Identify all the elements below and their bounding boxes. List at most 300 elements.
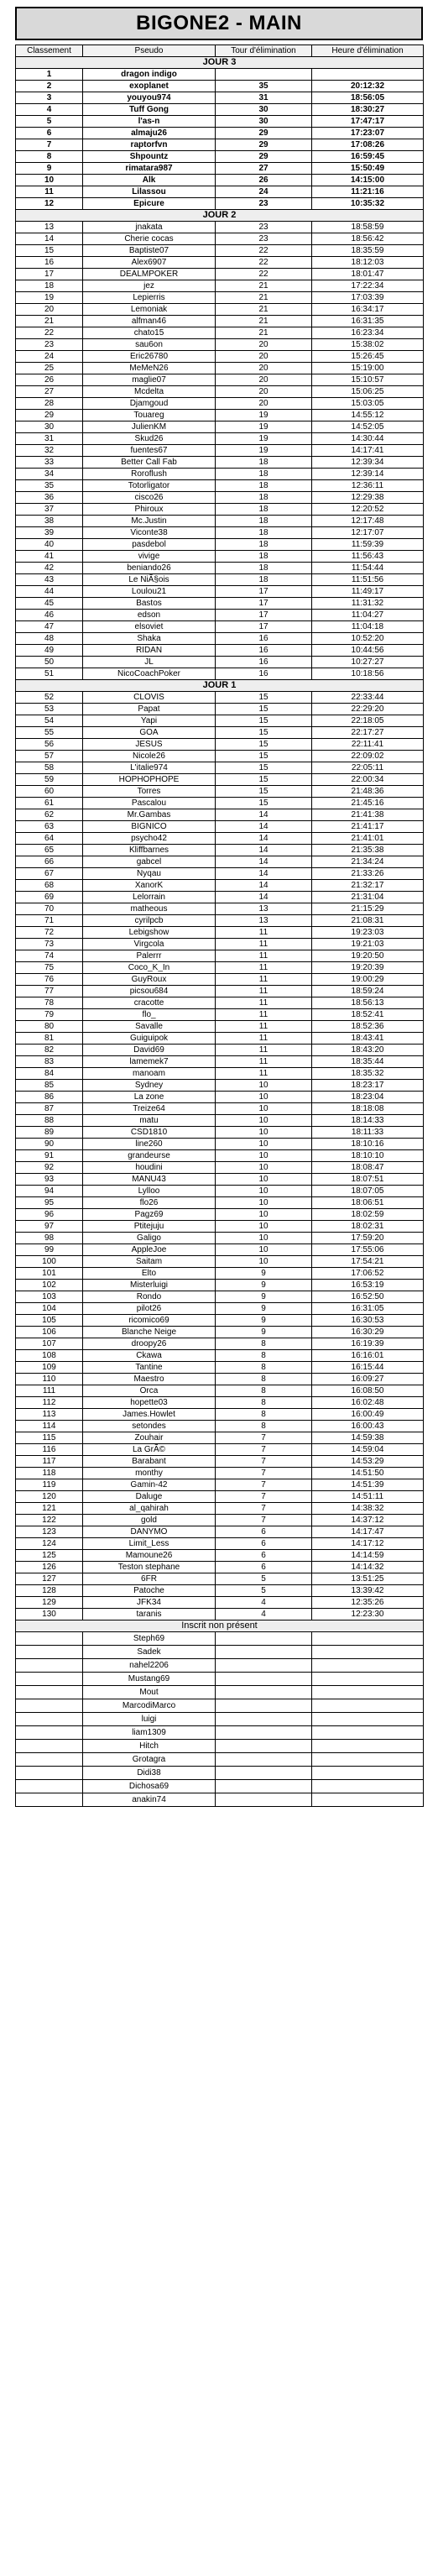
- tour-cell: 14: [216, 845, 312, 856]
- tour-cell: 7: [216, 1444, 312, 1456]
- tour-cell: 8: [216, 1362, 312, 1374]
- absent-row: [16, 1740, 424, 1753]
- table-row: [16, 892, 424, 903]
- table-row: [16, 1174, 424, 1186]
- tour-cell: 31: [216, 92, 312, 104]
- pseudo-cell: Elto: [83, 1268, 216, 1280]
- rank-cell: 88: [16, 1115, 83, 1127]
- page-title: BIGONE2 - MAIN: [15, 7, 423, 40]
- heure-cell: 13:51:25: [312, 1573, 424, 1585]
- heure-cell: 11:31:32: [312, 598, 424, 610]
- tour-cell: [216, 1740, 312, 1753]
- heure-cell: 12:36:11: [312, 480, 424, 492]
- pseudo-cell: James.Howlet: [83, 1409, 216, 1421]
- heure-cell: [312, 69, 424, 81]
- table-row: [16, 1209, 424, 1221]
- table-row: [16, 1468, 424, 1479]
- heure-cell: 14:14:32: [312, 1562, 424, 1573]
- table-row: [16, 1503, 424, 1515]
- tour-cell: 11: [216, 1045, 312, 1056]
- pseudo-cell: MeMeN26: [83, 363, 216, 374]
- section-header: [16, 680, 424, 692]
- table-row: [16, 1385, 424, 1397]
- tour-cell: 20: [216, 351, 312, 363]
- rank-cell: 64: [16, 833, 83, 845]
- pseudo-cell: Ckawa: [83, 1350, 216, 1362]
- tour-cell: 11: [216, 997, 312, 1009]
- pseudo-cell: grandeurse: [83, 1150, 216, 1162]
- heure-cell: 18:52:41: [312, 1009, 424, 1021]
- heure-cell: 14:55:12: [312, 410, 424, 421]
- pseudo-cell: Nicole26: [83, 751, 216, 762]
- absent-label: Inscrit non présent: [16, 1620, 424, 1632]
- tour-cell: 10: [216, 1115, 312, 1127]
- heure-cell: 11:04:18: [312, 621, 424, 633]
- pseudo-cell: Le NiÃ§ois: [83, 574, 216, 586]
- rank-cell: 94: [16, 1186, 83, 1197]
- heure-cell: 10:35:32: [312, 198, 424, 210]
- pseudo-cell: beniando26: [83, 563, 216, 574]
- heure-cell: 14:53:29: [312, 1456, 424, 1468]
- rank-cell: 105: [16, 1315, 83, 1327]
- table-row: [16, 868, 424, 880]
- absent-row: [16, 1673, 424, 1686]
- table-row: [16, 563, 424, 574]
- pseudo-cell: Papat: [83, 704, 216, 715]
- pseudo-cell: Saitam: [83, 1256, 216, 1268]
- pseudo-cell: dragon indigo: [83, 69, 216, 81]
- heure-cell: [312, 1673, 424, 1686]
- rank-cell: 110: [16, 1374, 83, 1385]
- table-row: [16, 1303, 424, 1315]
- pseudo-cell: Roroflush: [83, 469, 216, 480]
- pseudo-cell: taranis: [83, 1609, 216, 1620]
- heure-cell: 16:53:19: [312, 1280, 424, 1291]
- absent-header: [16, 1620, 424, 1632]
- table-row: [16, 621, 424, 633]
- table-row: [16, 657, 424, 668]
- table-row: [16, 986, 424, 997]
- heure-cell: 18:07:05: [312, 1186, 424, 1197]
- pseudo-cell: MarcodiMarco: [83, 1699, 216, 1713]
- pseudo-cell: David69: [83, 1045, 216, 1056]
- tour-cell: 20: [216, 398, 312, 410]
- pseudo-cell: Barabant: [83, 1456, 216, 1468]
- table-row: [16, 269, 424, 280]
- rank-cell: 56: [16, 739, 83, 751]
- tour-cell: 20: [216, 386, 312, 398]
- rank-cell: 10: [16, 175, 83, 186]
- results-sheet: [15, 7, 423, 1807]
- tour-cell: 7: [216, 1479, 312, 1491]
- table-row: [16, 704, 424, 715]
- rank-cell: 30: [16, 421, 83, 433]
- rank-cell: 55: [16, 727, 83, 739]
- tour-cell: 10: [216, 1162, 312, 1174]
- heure-cell: 16:16:01: [312, 1350, 424, 1362]
- rank-cell: 122: [16, 1515, 83, 1526]
- pseudo-cell: Tuff Gong: [83, 104, 216, 116]
- pseudo-cell: HOPHOPHOPE: [83, 774, 216, 786]
- rank-cell: 98: [16, 1233, 83, 1244]
- table-row: [16, 421, 424, 433]
- pseudo-cell: l'as-n: [83, 116, 216, 128]
- pseudo-cell: gabcel: [83, 856, 216, 868]
- heure-cell: 21:32:17: [312, 880, 424, 892]
- section-header: [16, 57, 424, 69]
- heure-cell: 11:56:43: [312, 551, 424, 563]
- heure-cell: 18:30:27: [312, 104, 424, 116]
- rank-cell: 85: [16, 1080, 83, 1092]
- pseudo-cell: lamemek7: [83, 1056, 216, 1068]
- pseudo-cell: Tantine: [83, 1362, 216, 1374]
- pseudo-cell: Bastos: [83, 598, 216, 610]
- rank-cell: 21: [16, 316, 83, 327]
- heure-cell: 18:56:05: [312, 92, 424, 104]
- pseudo-cell: JulienKM: [83, 421, 216, 433]
- pseudo-cell: pasdebol: [83, 539, 216, 551]
- rank-cell: 6: [16, 128, 83, 139]
- heure-cell: 18:11:33: [312, 1127, 424, 1139]
- heure-cell: 19:23:03: [312, 927, 424, 939]
- table-row: [16, 1139, 424, 1150]
- heure-cell: 16:31:35: [312, 316, 424, 327]
- heure-cell: 12:23:30: [312, 1609, 424, 1620]
- table-row: [16, 727, 424, 739]
- pseudo-cell: chato15: [83, 327, 216, 339]
- heure-cell: 17:08:26: [312, 139, 424, 151]
- pseudo-cell: exoplanet: [83, 81, 216, 92]
- tour-cell: 24: [216, 186, 312, 198]
- heure-cell: 14:52:05: [312, 421, 424, 433]
- pseudo-cell: Teston stephane: [83, 1562, 216, 1573]
- rank-cell: 80: [16, 1021, 83, 1033]
- heure-cell: 13:39:42: [312, 1585, 424, 1597]
- pseudo-cell: raptorfvn: [83, 139, 216, 151]
- table-row: [16, 845, 424, 856]
- pseudo-cell: Alk: [83, 175, 216, 186]
- table-row: [16, 1080, 424, 1092]
- pseudo-cell: Lilassou: [83, 186, 216, 198]
- heure-cell: 19:21:03: [312, 939, 424, 950]
- table-row: [16, 1362, 424, 1374]
- tour-cell: 14: [216, 821, 312, 833]
- table-row: [16, 1021, 424, 1033]
- table-row: [16, 516, 424, 527]
- pseudo-cell: Pascalou: [83, 798, 216, 809]
- tour-cell: 9: [216, 1291, 312, 1303]
- tour-cell: 23: [216, 198, 312, 210]
- heure-cell: 20:12:32: [312, 81, 424, 92]
- rank-cell: 65: [16, 845, 83, 856]
- pseudo-cell: al_qahirah: [83, 1503, 216, 1515]
- rank-cell: 93: [16, 1174, 83, 1186]
- table-row: [16, 316, 424, 327]
- tour-cell: 8: [216, 1350, 312, 1362]
- tour-cell: 35: [216, 81, 312, 92]
- table-row: [16, 1127, 424, 1139]
- heure-cell: 16:00:49: [312, 1409, 424, 1421]
- heure-cell: 21:08:31: [312, 915, 424, 927]
- tour-cell: 30: [216, 104, 312, 116]
- heure-cell: 16:02:48: [312, 1397, 424, 1409]
- tour-cell: 21: [216, 292, 312, 304]
- table-row: [16, 1221, 424, 1233]
- rank-cell: 52: [16, 692, 83, 704]
- rank-cell: 68: [16, 880, 83, 892]
- table-row: [16, 116, 424, 128]
- rank-cell: 4: [16, 104, 83, 116]
- pseudo-cell: RIDAN: [83, 645, 216, 657]
- tour-cell: 13: [216, 903, 312, 915]
- heure-cell: 21:31:04: [312, 892, 424, 903]
- rank-cell: 130: [16, 1609, 83, 1620]
- rank-cell: [16, 1793, 83, 1807]
- rank-cell: 34: [16, 469, 83, 480]
- rank-cell: 129: [16, 1597, 83, 1609]
- rank-cell: [16, 1726, 83, 1740]
- tour-cell: 26: [216, 175, 312, 186]
- tour-cell: 10: [216, 1244, 312, 1256]
- rank-cell: 123: [16, 1526, 83, 1538]
- tour-cell: 17: [216, 621, 312, 633]
- heure-cell: 12:35:26: [312, 1597, 424, 1609]
- tour-cell: 17: [216, 598, 312, 610]
- tour-cell: 11: [216, 974, 312, 986]
- pseudo-cell: youyou974: [83, 92, 216, 104]
- rank-cell: 45: [16, 598, 83, 610]
- tour-cell: 13: [216, 915, 312, 927]
- heure-cell: [312, 1632, 424, 1646]
- pseudo-cell: Gamin-42: [83, 1479, 216, 1491]
- heure-cell: 18:59:24: [312, 986, 424, 997]
- rank-cell: 60: [16, 786, 83, 798]
- heure-cell: 18:10:16: [312, 1139, 424, 1150]
- tour-cell: 10: [216, 1221, 312, 1233]
- table-row: [16, 1515, 424, 1526]
- heure-cell: 18:52:36: [312, 1021, 424, 1033]
- heure-cell: 11:21:16: [312, 186, 424, 198]
- rank-cell: 40: [16, 539, 83, 551]
- tour-cell: 18: [216, 504, 312, 516]
- tour-cell: 15: [216, 751, 312, 762]
- rank-cell: 92: [16, 1162, 83, 1174]
- heure-cell: 16:34:17: [312, 304, 424, 316]
- heure-cell: 21:41:38: [312, 809, 424, 821]
- tour-cell: 18: [216, 551, 312, 563]
- rank-cell: 108: [16, 1350, 83, 1362]
- tour-cell: [216, 1780, 312, 1793]
- heure-cell: [312, 1780, 424, 1793]
- rank-cell: 53: [16, 704, 83, 715]
- heure-cell: 22:00:34: [312, 774, 424, 786]
- rank-cell: 75: [16, 962, 83, 974]
- rank-cell: 118: [16, 1468, 83, 1479]
- table-row: [16, 1479, 424, 1491]
- pseudo-cell: Better Call Fab: [83, 457, 216, 469]
- rank-cell: 73: [16, 939, 83, 950]
- heure-cell: 11:04:27: [312, 610, 424, 621]
- heure-cell: 12:17:07: [312, 527, 424, 539]
- heure-cell: [312, 1767, 424, 1780]
- heure-cell: 14:37:12: [312, 1515, 424, 1526]
- rank-cell: 72: [16, 927, 83, 939]
- heure-cell: 16:59:45: [312, 151, 424, 163]
- pseudo-cell: Dichosa69: [83, 1780, 216, 1793]
- pseudo-cell: droopy26: [83, 1338, 216, 1350]
- heure-cell: 11:54:44: [312, 563, 424, 574]
- table-row: [16, 1162, 424, 1174]
- tour-cell: 11: [216, 1021, 312, 1033]
- heure-cell: 16:00:43: [312, 1421, 424, 1432]
- pseudo-cell: Lebigshow: [83, 927, 216, 939]
- pseudo-cell: Maestro: [83, 1374, 216, 1385]
- pseudo-cell: AppleJoe: [83, 1244, 216, 1256]
- rank-cell: 104: [16, 1303, 83, 1315]
- pseudo-cell: Guiguipok: [83, 1033, 216, 1045]
- table-row: [16, 128, 424, 139]
- rank-cell: 103: [16, 1291, 83, 1303]
- heure-cell: 21:35:38: [312, 845, 424, 856]
- tour-cell: 15: [216, 762, 312, 774]
- tour-cell: [216, 1713, 312, 1726]
- table-row: [16, 327, 424, 339]
- rank-cell: [16, 1767, 83, 1780]
- rank-cell: [16, 1646, 83, 1659]
- pseudo-cell: Eric26780: [83, 351, 216, 363]
- rank-cell: 114: [16, 1421, 83, 1432]
- rank-cell: 36: [16, 492, 83, 504]
- absent-row: [16, 1726, 424, 1740]
- heure-cell: 12:39:14: [312, 469, 424, 480]
- pseudo-cell: manoam: [83, 1068, 216, 1080]
- table-row: [16, 1150, 424, 1162]
- table-row: [16, 1374, 424, 1385]
- table-row: [16, 903, 424, 915]
- table-row: [16, 762, 424, 774]
- heure-cell: 22:11:41: [312, 739, 424, 751]
- table-row: [16, 233, 424, 245]
- rank-cell: 115: [16, 1432, 83, 1444]
- pseudo-cell: line260: [83, 1139, 216, 1150]
- rank-cell: 86: [16, 1092, 83, 1103]
- pseudo-cell: fuentes67: [83, 445, 216, 457]
- heure-cell: 18:23:04: [312, 1092, 424, 1103]
- pseudo-cell: Sydney: [83, 1080, 216, 1092]
- heure-cell: 12:17:48: [312, 516, 424, 527]
- rank-cell: 29: [16, 410, 83, 421]
- pseudo-cell: Lelorrain: [83, 892, 216, 903]
- rank-cell: 38: [16, 516, 83, 527]
- heure-cell: 18:02:31: [312, 1221, 424, 1233]
- rank-cell: 7: [16, 139, 83, 151]
- table-row: [16, 997, 424, 1009]
- rank-cell: 95: [16, 1197, 83, 1209]
- absent-row: [16, 1753, 424, 1767]
- rank-cell: 48: [16, 633, 83, 645]
- heure-cell: 18:56:42: [312, 233, 424, 245]
- pseudo-cell: La GrÃ©: [83, 1444, 216, 1456]
- tour-cell: 18: [216, 516, 312, 527]
- header-pseudo: Pseudo: [83, 45, 216, 57]
- tour-cell: 6: [216, 1526, 312, 1538]
- rank-cell: 50: [16, 657, 83, 668]
- table-row: [16, 880, 424, 892]
- tour-cell: 11: [216, 962, 312, 974]
- tour-cell: [216, 1793, 312, 1807]
- table-row: [16, 598, 424, 610]
- table-row: [16, 339, 424, 351]
- heure-cell: 18:58:59: [312, 222, 424, 233]
- heure-cell: 14:30:44: [312, 433, 424, 445]
- pseudo-cell: flo26: [83, 1197, 216, 1209]
- rank-cell: 106: [16, 1327, 83, 1338]
- tour-cell: 10: [216, 1127, 312, 1139]
- pseudo-cell: Lemoniak: [83, 304, 216, 316]
- pseudo-cell: XanorK: [83, 880, 216, 892]
- table-row: [16, 457, 424, 469]
- rank-cell: 20: [16, 304, 83, 316]
- section-label: JOUR 3: [16, 57, 424, 69]
- rank-cell: 74: [16, 950, 83, 962]
- table-row: [16, 1092, 424, 1103]
- tour-cell: 10: [216, 1256, 312, 1268]
- tour-cell: 14: [216, 880, 312, 892]
- pseudo-cell: Mamoune26: [83, 1550, 216, 1562]
- table-row: [16, 480, 424, 492]
- section-label: JOUR 1: [16, 680, 424, 692]
- table-row: [16, 774, 424, 786]
- rank-cell: [16, 1686, 83, 1699]
- pseudo-cell: Mcdelta: [83, 386, 216, 398]
- absent-row: [16, 1686, 424, 1699]
- heure-cell: 18:01:47: [312, 269, 424, 280]
- heure-cell: 21:34:24: [312, 856, 424, 868]
- pseudo-cell: Savalle: [83, 1021, 216, 1033]
- table-row: [16, 1562, 424, 1573]
- table-row: [16, 1432, 424, 1444]
- heure-cell: [312, 1686, 424, 1699]
- heure-cell: 22:33:44: [312, 692, 424, 704]
- tour-cell: 10: [216, 1150, 312, 1162]
- table-row: [16, 1056, 424, 1068]
- pseudo-cell: monthy: [83, 1468, 216, 1479]
- heure-cell: 16:30:29: [312, 1327, 424, 1338]
- table-row: [16, 586, 424, 598]
- heure-cell: 21:41:01: [312, 833, 424, 845]
- heure-cell: 11:49:17: [312, 586, 424, 598]
- absent-row: [16, 1699, 424, 1713]
- header-row: [16, 45, 424, 57]
- rank-cell: 111: [16, 1385, 83, 1397]
- rank-cell: 107: [16, 1338, 83, 1350]
- pseudo-cell: Mustang69: [83, 1673, 216, 1686]
- rank-cell: 25: [16, 363, 83, 374]
- rank-cell: 112: [16, 1397, 83, 1409]
- rank-cell: 126: [16, 1562, 83, 1573]
- table-row: [16, 1068, 424, 1080]
- rank-cell: 61: [16, 798, 83, 809]
- table-row: [16, 163, 424, 175]
- pseudo-cell: Djamgoud: [83, 398, 216, 410]
- pseudo-cell: Nyqau: [83, 868, 216, 880]
- table-row: [16, 1338, 424, 1350]
- absent-row: [16, 1713, 424, 1726]
- tour-cell: 15: [216, 774, 312, 786]
- heure-cell: 10:52:20: [312, 633, 424, 645]
- rank-cell: 119: [16, 1479, 83, 1491]
- pseudo-cell: liam1309: [83, 1726, 216, 1740]
